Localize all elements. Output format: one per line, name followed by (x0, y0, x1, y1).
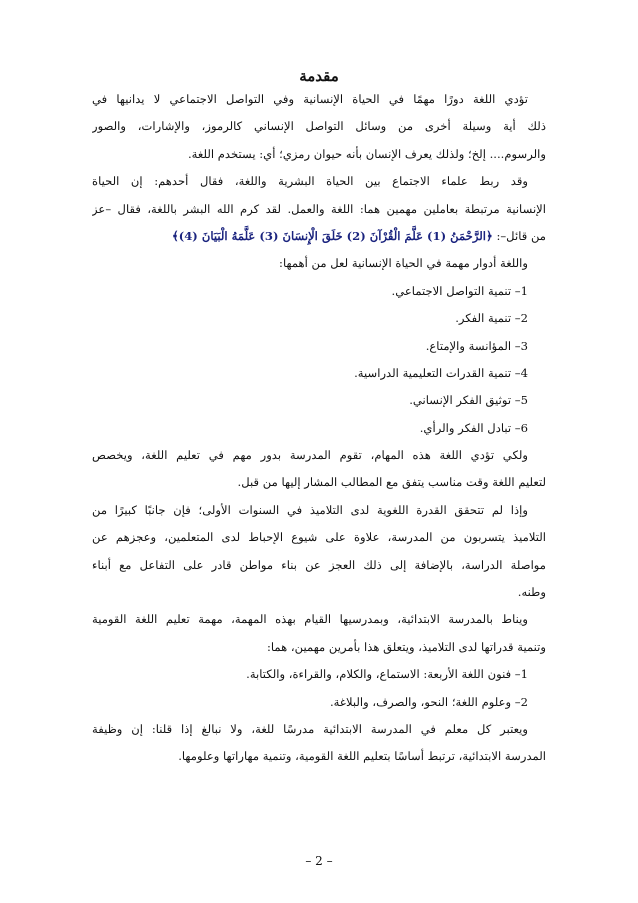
paragraph-line: وتنمية قدراتها لدى التلاميذ، ويتعلق هذا بأمرين مهمين، هما: (266, 639, 546, 654)
paragraph-line: مواصلة الدراسة، بالإضافة إلى ذلك العجز عن بناء مواطن قادر على التفاعل مع أبناء (92, 557, 546, 572)
paragraph-line: ويناط بالمدرسة الابتدائية، وبمدرسيها القيام بهذه المهمة، مهمة تعليم اللغة القومية (92, 612, 528, 627)
paragraph-line: تؤدي اللغة دورًا مهمًا في الحياة الإنسانية وفي التواصل الاجتماعي لا يدانيها في (92, 92, 528, 106)
list-item: 5– توثيق الفكر الإنساني. (409, 393, 528, 408)
paragraph-line: وإذا لم تتحقق القدرة اللغوية لدى التلاميذ في السنوات الأولى؛ فإن جانبًا كبيرًا من (92, 502, 528, 517)
list-item: 2– تنمية الفكر. (455, 311, 528, 326)
paragraph-line: واللغة أدوار مهمة في الحياة الإنسانية لعل من أهمها: (279, 256, 528, 271)
list-item: 4– تنمية القدرات التعليمية الدراسية. (354, 365, 528, 380)
list-item: 1– فنون اللغة الأربعة: الاستماع، والكلام، والقراءة، والكتابة. (246, 667, 528, 682)
paragraph-line: لتعليم اللغة وقت مناسب يتفق مع المطالب المشار إليها من قبل. (237, 475, 546, 490)
paragraph-line: والرسوم.... إلخ؛ ولذلك يعرف الإنسان بأنه حيوان رمزي؛ أي: يستخدم اللغة. (187, 146, 546, 161)
paragraph-line: ذلك أية وسيلة أخرى من وسائل التواصل الإنساني كالرموز، والإشارات، والصور (92, 119, 546, 134)
paragraph-line: وطنه. (517, 585, 546, 600)
paragraph-line: الإنسانية مرتبطة بعاملين مهمين هما: اللغة والعمل. لقد كرم الله البشر باللغة، فقال –عز (92, 201, 546, 216)
quran-line (92, 223, 546, 250)
list-item: 1– تنمية التواصل الاجتماعي. (391, 283, 528, 298)
paragraph-line: ويعتبر كل معلم في المدرسة الابتدائية مدرسًا للغة، ولا نبالغ إذا قلنا: إن وظيفة (92, 721, 528, 736)
list-item: 6– تبادل الفكر والرأي. (419, 420, 528, 435)
paragraph-line: التلاميذ يتسربون من المدرسة، علاوة على شيوع الإحباط لدى المتعلمين، وعجزهم عن (92, 530, 546, 545)
list-item: 3– المؤانسة والإمتاع. (425, 338, 528, 353)
list-item: 2– وعلوم اللغة؛ النحو، والصرف، والبلاغة. (330, 694, 528, 709)
paragraph-line: المدرسة الابتدائية، ترتبط أساسًا بتعليم اللغة القومية، وتنمية مهاراتها وعلومها. (178, 749, 546, 764)
page-title: مقدمة (299, 67, 339, 85)
quran-verse: ﴿الرَّحْمَنُ (1) عَلَّمَ الْقُرْآنَ (2) خَلَقَ الْإِنسَانَ (3) عَلَّمَهُ الْبَيَانَ (4)﴾ (171, 228, 493, 243)
quote-intro: من قائل–: (492, 228, 546, 243)
paragraph-line: ولكي تؤدي اللغة هذه المهام، تقوم المدرسة بدور مهم في تعليم اللغة، ويخصص (92, 448, 528, 463)
page-number: – 2 – (305, 854, 333, 868)
body-text (92, 86, 546, 771)
paragraph-line: وقد ربط علماء الاجتماع بين الحياة البشرية واللغة، فقال أحدهم: إن الحياة (92, 174, 528, 189)
